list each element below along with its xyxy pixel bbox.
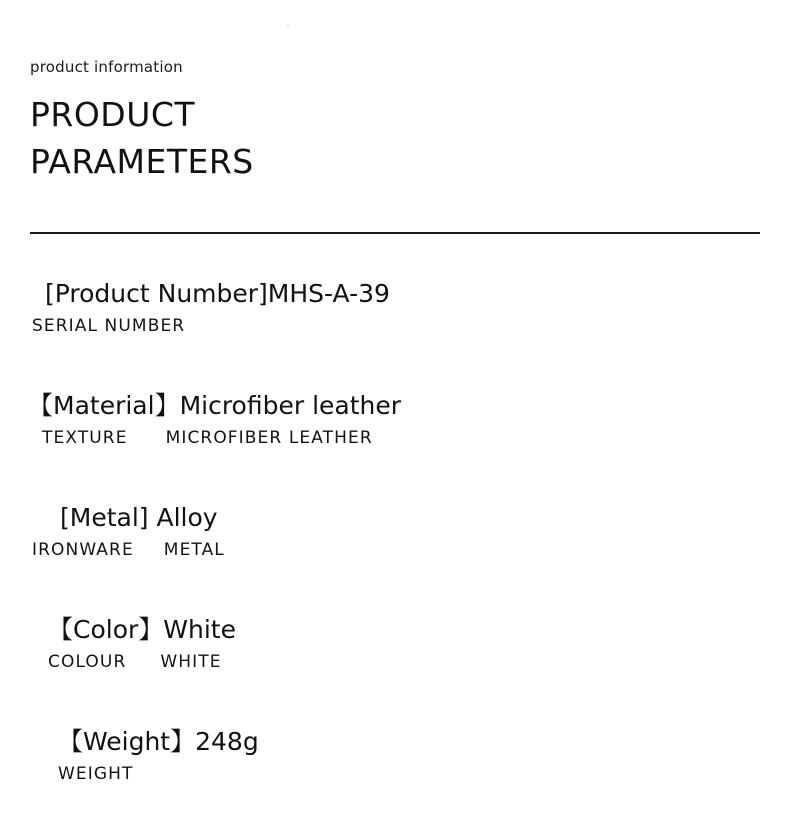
page-title-line-2: PARAMETERS (30, 141, 254, 181)
stray-dot-mark (287, 25, 289, 27)
spec-sub-label-weight: WEIGHT (58, 763, 134, 784)
spec-sub-material (0, 428, 790, 448)
page-header (30, 58, 730, 186)
spec-row-weight (0, 728, 790, 806)
eyebrow-text: product information (30, 58, 183, 76)
header-divider (30, 232, 760, 234)
spec-sub-value-colour: WHITE (160, 651, 222, 672)
spec-list (0, 280, 790, 840)
spec-main-colour: 【Color】White (48, 615, 236, 644)
spec-sub-label-material: TEXTURE (42, 427, 128, 448)
spec-sub-label-colour: COLOUR (48, 651, 127, 672)
spec-sub-weight (0, 764, 790, 784)
spec-main-weight: 【Weight】248g (58, 727, 259, 756)
spec-main-metal: [Metal] Alloy (60, 503, 218, 532)
spec-sub-metal (0, 540, 790, 560)
spec-sub-label-metal: IRONWARE (32, 539, 134, 560)
spec-row-metal (0, 504, 790, 582)
spec-row-material (0, 392, 790, 470)
spec-sub-colour (0, 652, 790, 672)
spec-sub-value-material: MICROFIBER LEATHER (165, 427, 373, 448)
page-title-line-1: PRODUCT (30, 95, 196, 134)
spec-row-serial-number (0, 280, 790, 358)
page-title (30, 92, 730, 186)
spec-sub-value-metal: METAL (163, 539, 225, 560)
spec-sub-label-serial-number: SERIAL NUMBER (32, 315, 186, 336)
spec-main-serial-number: [Product Number]MHS-A-39 (45, 279, 390, 308)
spec-main-material: 【Material】Microfiber leather (28, 391, 402, 420)
spec-row-colour (0, 616, 790, 694)
spec-sub-serial-number (0, 316, 790, 336)
